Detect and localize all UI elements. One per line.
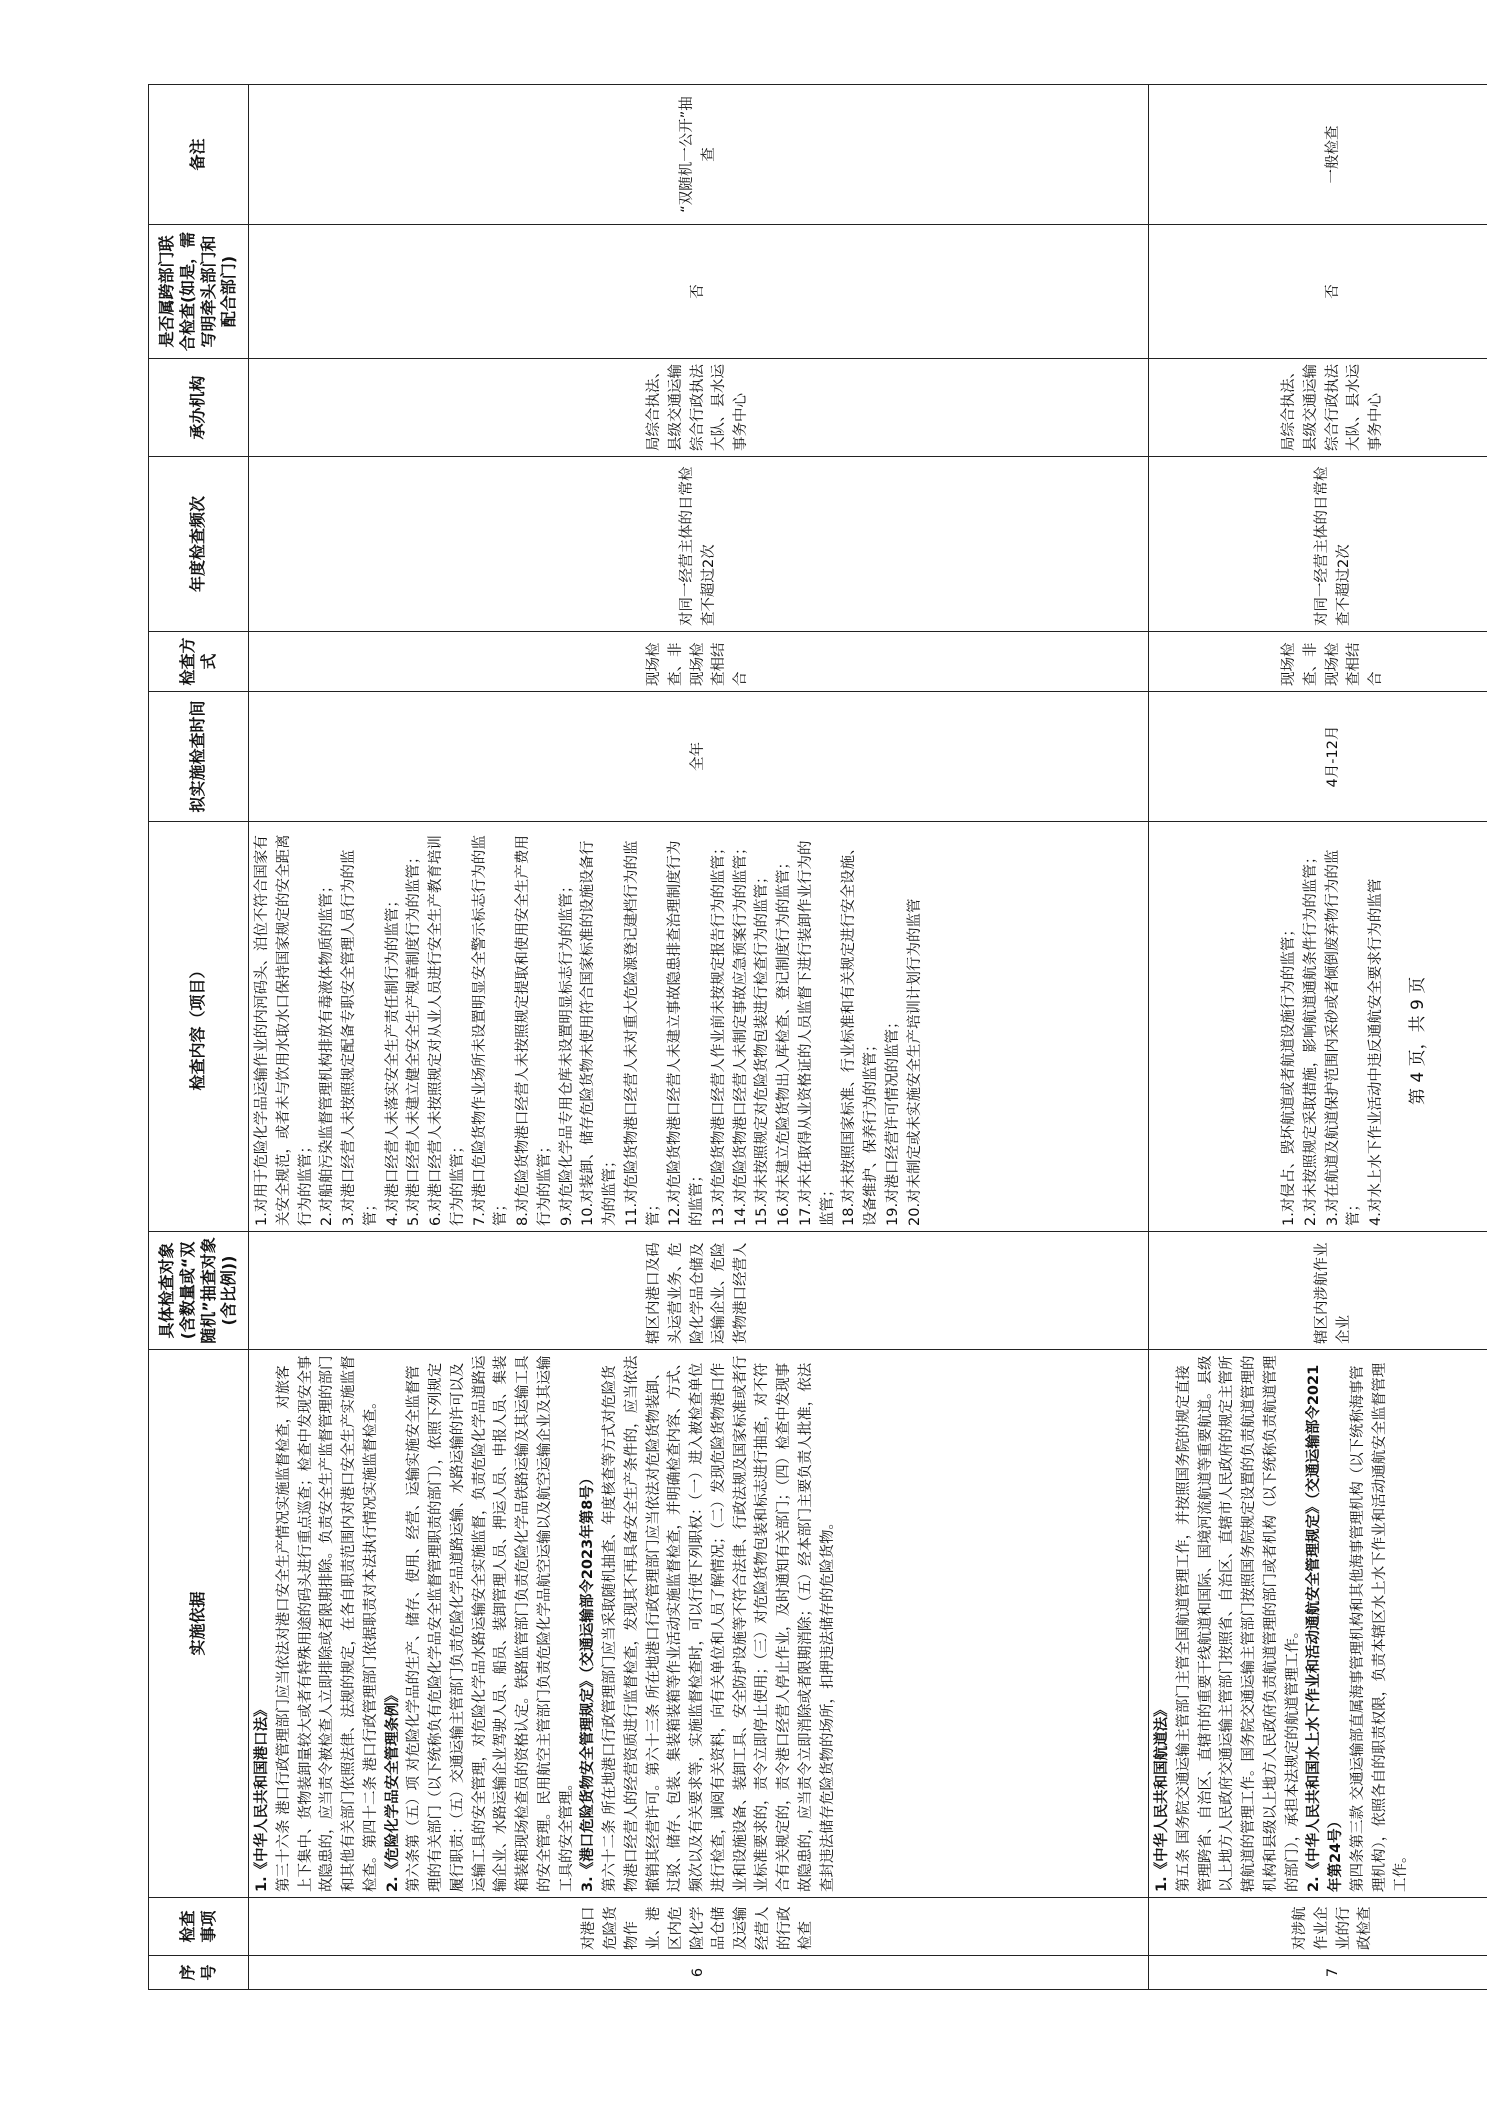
basis-title: 2.《危险化学品安全管理条例》 <box>384 1687 401 1892</box>
header-time: 拟实施检查时间 <box>149 692 249 822</box>
row-method: 现场检查、非现场检查相结合 <box>249 632 1149 692</box>
content-item: 14.对危险货物港口经营人未制定事故应急预案行为的监管； <box>732 840 749 1226</box>
row-object: 辖区内港口及码头运营业务、危险化学品仓储及运输企业、危险货物港口经营人 <box>249 1232 1149 1350</box>
content-item: 13.对危险货物港口经营人作业前未按规定报告行为的监管； <box>710 840 727 1226</box>
content-item: 9.对危险化学品专用仓库未设置明显标志行为的监管； <box>558 878 575 1226</box>
content-item: 17.对未在取得从业资格证的人员监督下进行装卸作业行为的监管； <box>797 840 836 1226</box>
row-item: 对港口危险货物作业、港区内危险化学品仓储及运输经营人的行政检查 <box>249 1898 1149 1956</box>
header-no: 序号 <box>149 1956 249 1990</box>
inspection-table-rotated <box>148 85 1487 1990</box>
inspection-table <box>148 84 1487 1990</box>
basis-title: 2.《中华人民共和国水上水下作业和活动通航安全管理规定》（交通运输部令2021年第24号） <box>1306 1364 1344 1892</box>
row-basis <box>249 1350 1149 1898</box>
row-time: 4月-12月 <box>1149 692 1487 822</box>
content-item: 3.对港口经营人未按照规定配备专职安全管理人员行为的监管； <box>341 849 379 1226</box>
content-item: 4.对港口经营人未落实安全生产责任制行为的监管； <box>384 893 401 1226</box>
content-item: 11.对危险货物港口经营人未对重大危险源登记建档行为的监管； <box>623 840 662 1226</box>
row-org: 局综合执法、县级交通运输综合行政执法大队、县水运事务中心 <box>249 359 1149 457</box>
content-item: 3.对在航道及航道保护范围内采砂或者倾倒废弃物行为的监管； <box>1324 849 1363 1226</box>
basis-text: 第五条 国务院交通运输主管部门主管全国航道管理工作，并按照国务院的规定直接管理跨省、自治区、直辖市的重要干线航道和国际、国境河流航道等重要航道。县级以上地方人民政府交通运输主管部门按照省、自治区、直辖市人民政府的规定主管所辖航道的管理工作。国务院交通运输主管部门按照国务院规定设置的负责航道管理的机构和县级以上地方人民政府负责航道管理的部门或者机构（以下统称负责航道管理的部门），承担本法规定的航道管理工作。 <box>1175 1355 1301 1892</box>
row-item: 对涉航作业企业的行政检查 <box>1149 1898 1487 1956</box>
content-item: 5.对港口经营人未建立健全安全生产规章制度行为的监管； <box>406 849 423 1226</box>
content-item: 7.对港口危险货物作业场所未设置明显安全警示标志行为的监管； <box>471 835 510 1226</box>
row-object: 辖区内涉航作业企业 <box>1149 1232 1487 1350</box>
basis-text: 第六十二条 所在地港口行政管理部门应当采取随机抽查、年度核查等方式对危险货物港口经营人的经营资质进行监督检查，发现其不再具备安全生产条件的，应当依法撤销其经营许可。第六十三条 所在地港口行政管理部门应当依法对危险货物装卸、过驳、储存、包装、集装箱装箱等作业活动实施监督检查，并明确检查内容、方式、频次以及有关要求等，实施监督检查时，可以行使下列职权：（一）进入被检查单位进行检查，调阅有关资料，向有关单位和人员了解情况；（二）发现危险货物港口作业和设施设备、装卸工具、安全防护设施等不符合法律、行政法规及国家标准或者行业标准要求的，责令立即停止使用；（三）对危险货物包装和标志进行抽查，对不符合有关规定的，责令港口经营人停止作业，及时通知有关部门；（四）检查中发现事故隐患的，应当责令立即消除或者限期消除；（五）经本部门主要负责人批准，依法查封违法储存危险货物的场所，扣押违法储存的危险货物。 <box>602 1355 836 1892</box>
table-row <box>1149 85 1487 1990</box>
header-content: 检查内容（项目） <box>149 822 249 1232</box>
basis-title: 3.《港口危险货物安全管理规定》（交通运输部令2023年第8号） <box>580 1470 597 1892</box>
content-item: 10.对装卸、储存危险货物未使用符合国家标准的设施设备行为的监管； <box>580 840 618 1226</box>
basis-title: 1.《中华人民共和国航道法》 <box>1154 1702 1170 1892</box>
row-frequency: 对同一经营主体的日常检查不超过2次 <box>249 457 1149 632</box>
row-remark: “双随机一公开”抽查 <box>249 85 1149 225</box>
content-item: 1.对用于危险化学品运输作业的内河码头、泊位不符合国家有关安全规范，或者未与饮用水取水口保持国家规定的安全距离行为的监管； <box>254 834 314 1226</box>
content-item: 6.对港口经营人未按照规定对从业人员进行安全生产教育培训行为的监管； <box>428 835 466 1226</box>
header-remark: 备注 <box>149 85 249 225</box>
table-row <box>249 85 1149 1990</box>
content-item: 2.对未按照规定采取措施，影响航道通航条件行为的监管； <box>1302 849 1319 1226</box>
basis-text: 第六条第（五）项 对危险化学品的生产、储存、使用、经营、运输实施安全监督管理的有关部门（以下统称负有危险化学品安全监督管理职责的部门），依照下列规定履行职责：（五）交通运输主管部门负责危险化学品道路运输、水路运输的许可以及运输工具的安全管理，对危险化学品水路运输安全实施监督，负责危险化学品道路运输企业、水路运输企业驾驶人员、船员、装卸管理人员、押运人员、申报人员、集装箱装箱现场检查员的资格认定。铁路监管部门负责危险化学品铁路运输及其运输工具的安全管理。民用航空主管部门负责危险化学品航空运输以及航空运输企业及其运输工具的安全管理。 <box>406 1355 575 1892</box>
row-frequency: 对同一经营主体的日常检查不超过2次 <box>1149 457 1487 632</box>
header-joint: 是否属跨部门联合检查(如是，需写明牵头部门和配合部门) <box>149 225 249 359</box>
row-no: 7 <box>1149 1956 1487 1990</box>
row-content <box>1149 822 1487 1232</box>
header-frequency: 年度检查频次 <box>149 457 249 632</box>
row-basis <box>1149 1350 1487 1898</box>
row-joint: 否 <box>249 225 1149 359</box>
basis-text: 第四条第三款 交通运输部直属海事管理机构和其他海事管理机构（以下统称海事管理机构），依照各自的职责权限，负责本辖区水上水下作业和活动通航安全监督管理工作。 <box>1349 1362 1410 1892</box>
page-number: 第 4 页，共 9 页 <box>1408 976 1428 1105</box>
content-item: 18.对未按照国家标准、行业标准和有关规定进行安全设施、设备维护、保养行为的监管； <box>841 840 879 1226</box>
content-item: 15.对未按照规定对危险货物包装进行检查行为的监管； <box>754 869 771 1226</box>
content-item: 16.对未建立危险货物出入库检查、登记制度行为的监管； <box>776 854 792 1226</box>
row-no: 6 <box>249 1956 1149 1990</box>
row-joint: 否 <box>1149 225 1487 359</box>
content-item: 8.对危险货物港口经营人未按照规定提取和使用安全生产费用行为的监管； <box>515 835 553 1226</box>
row-content <box>249 822 1149 1232</box>
content-item: 4.对水上水下作业活动中违反通航安全要求行为的监管 <box>1368 878 1385 1226</box>
header-org: 承办机构 <box>149 359 249 457</box>
page-footer <box>1395 955 1435 1155</box>
row-time: 全年 <box>249 692 1149 822</box>
header-row <box>149 85 249 1990</box>
row-remark: 一般检查 <box>1149 85 1487 225</box>
header-object: 具体检查对象(含数量或“双随机”抽查对象(含比例)) <box>149 1232 249 1350</box>
row-org: 局综合执法、县级交通运输综合行政执法大队、县水运事务中心 <box>1149 359 1487 457</box>
content-item: 12.对危险货物港口经营人未建立事故隐患排查治理制度行为的监管； <box>667 840 705 1226</box>
header-basis: 实施依据 <box>149 1350 249 1898</box>
content-item: 20.对未制定或未实施安全生产培训计划行为的监管 <box>906 898 923 1226</box>
row-method: 现场检查、非现场检查相结合 <box>1149 632 1487 692</box>
content-item: 19.对港口经营许可情况的监管； <box>884 1014 901 1226</box>
header-item: 检查事项 <box>149 1898 249 1956</box>
basis-title: 1.《中华人民共和国港口法》 <box>254 1702 270 1892</box>
content-item: 2.对船舶污染监督管理机构排放有毒液体物质的监管； <box>319 878 336 1226</box>
basis-text: 第三十六条 港口行政管理部门应当依法对港口安全生产情况实施监督检查，对旅客上下集中、货物装卸量较大或者有特殊用途的码头进行重点巡查；检查中发现安全事故隐患的，应当责令被检查人立即排除或者限期排除。负责安全生产监督管理的部门和其他有关部门依照法律、法规的规定，在各自职责范围内对港口安全生产实施监督检查。第四十二条 港口行政管理部门依据职责对本法执行情况实施监督检查。 <box>275 1355 379 1892</box>
content-item: 1.对侵占、毁坏航道或者航道设施行为的监管； <box>1281 922 1298 1226</box>
header-method: 检查方式 <box>149 632 249 692</box>
